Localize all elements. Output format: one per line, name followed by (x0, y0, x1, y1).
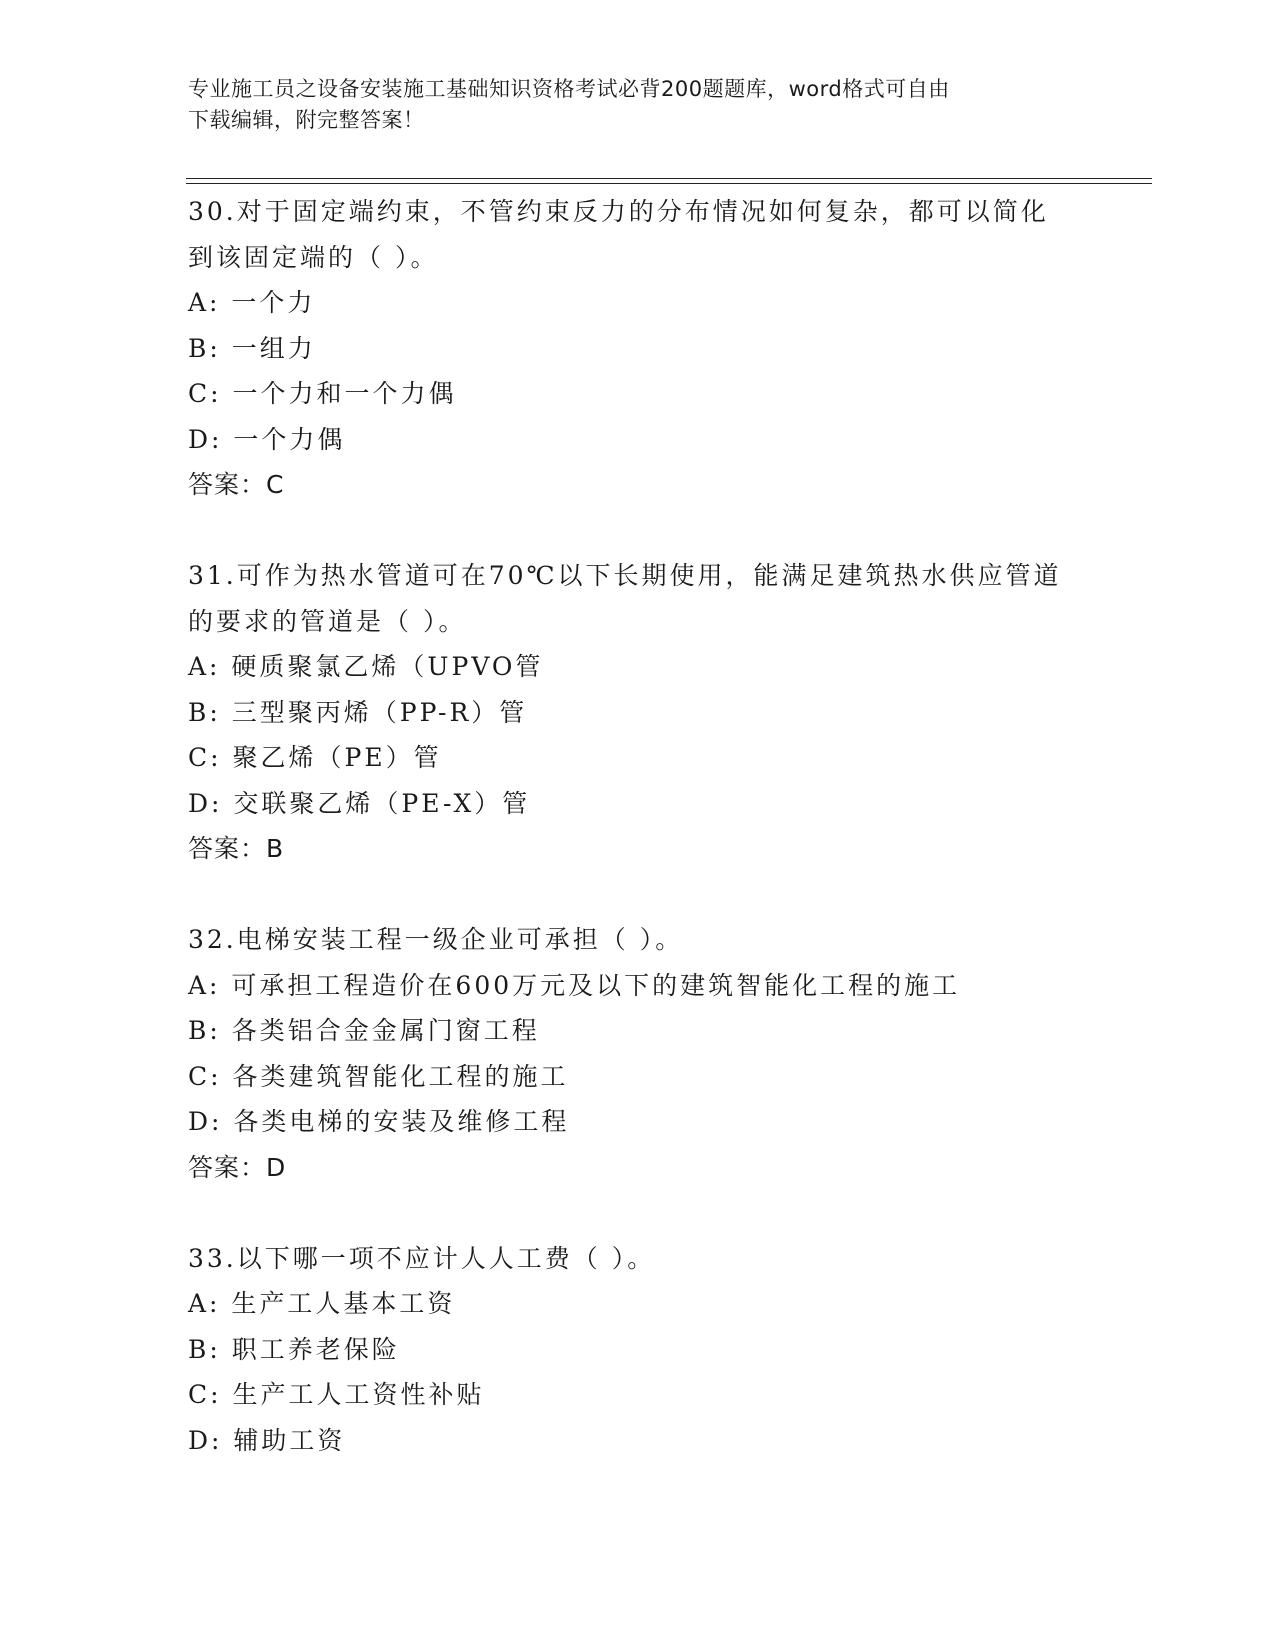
option-d: D: 交联聚乙烯（PE-X）管 (188, 788, 531, 818)
option-c: C: 各类建筑智能化工程的施工 (188, 1061, 569, 1091)
answer-line: 答案：C (188, 470, 285, 499)
option-d: D: 各类电梯的安装及维修工程 (188, 1107, 570, 1136)
option-b: B: 职工养老保险 (188, 1334, 400, 1364)
question-title-line: 到该固定端的（ ）。 (188, 242, 439, 272)
question-list (188, 189, 1088, 1509)
option-d: D: 一个力偶 (188, 424, 346, 454)
question-title-line: 33.以下哪一项不应计人人工费（ ）。 (188, 1243, 656, 1273)
option-a: A: 硬质聚氯乙烯（UPVO管 (188, 652, 544, 681)
option-c: C: 聚乙烯（PE）管 (188, 743, 442, 772)
option-a: A: 可承担工程造价在600万元及以下的建筑智能化工程的施工 (188, 970, 961, 1000)
option-a: A: 一个力 (188, 288, 316, 317)
document-header (188, 74, 1088, 136)
header-divider-top (186, 178, 1152, 179)
header-divider-bottom (186, 183, 1152, 184)
option-b: B: 三型聚丙烯（PP-R）管 (188, 697, 528, 727)
option-a: A: 生产工人基本工资 (188, 1289, 456, 1318)
question-31 (188, 553, 1088, 872)
answer-line: 答案：D (188, 1152, 287, 1182)
header-line-1: 专业施工员之设备安装施工基础知识资格考试必背200题题库，word格式可自由 (188, 77, 950, 101)
question-title-line: 32.电梯安装工程一级企业可承担（ ）。 (188, 925, 684, 954)
question-33 (188, 1236, 1088, 1464)
option-b: B: 各类铝合金金属门窗工程 (188, 1016, 540, 1045)
option-d: D: 辅助工资 (188, 1425, 346, 1455)
option-b: B: 一组力 (188, 333, 316, 363)
option-c: C: 一个力和一个力偶 (188, 379, 457, 408)
option-c: C: 生产工人工资性补贴 (188, 1380, 485, 1409)
question-30 (188, 189, 1088, 508)
question-title-line: 的要求的管道是（ ）。 (188, 606, 467, 636)
header-line-2: 下载编辑，附完整答案！ (188, 108, 425, 132)
question-title-line: 30.对于固定端约束，不管约束反力的分布情况如何复杂，都可以简化 (188, 197, 1049, 226)
question-32 (188, 917, 1088, 1190)
question-title-line: 31.可作为热水管道可在70℃以下长期使用，能满足建筑热水供应管道 (188, 561, 1062, 590)
answer-line: 答案：B (188, 834, 285, 863)
